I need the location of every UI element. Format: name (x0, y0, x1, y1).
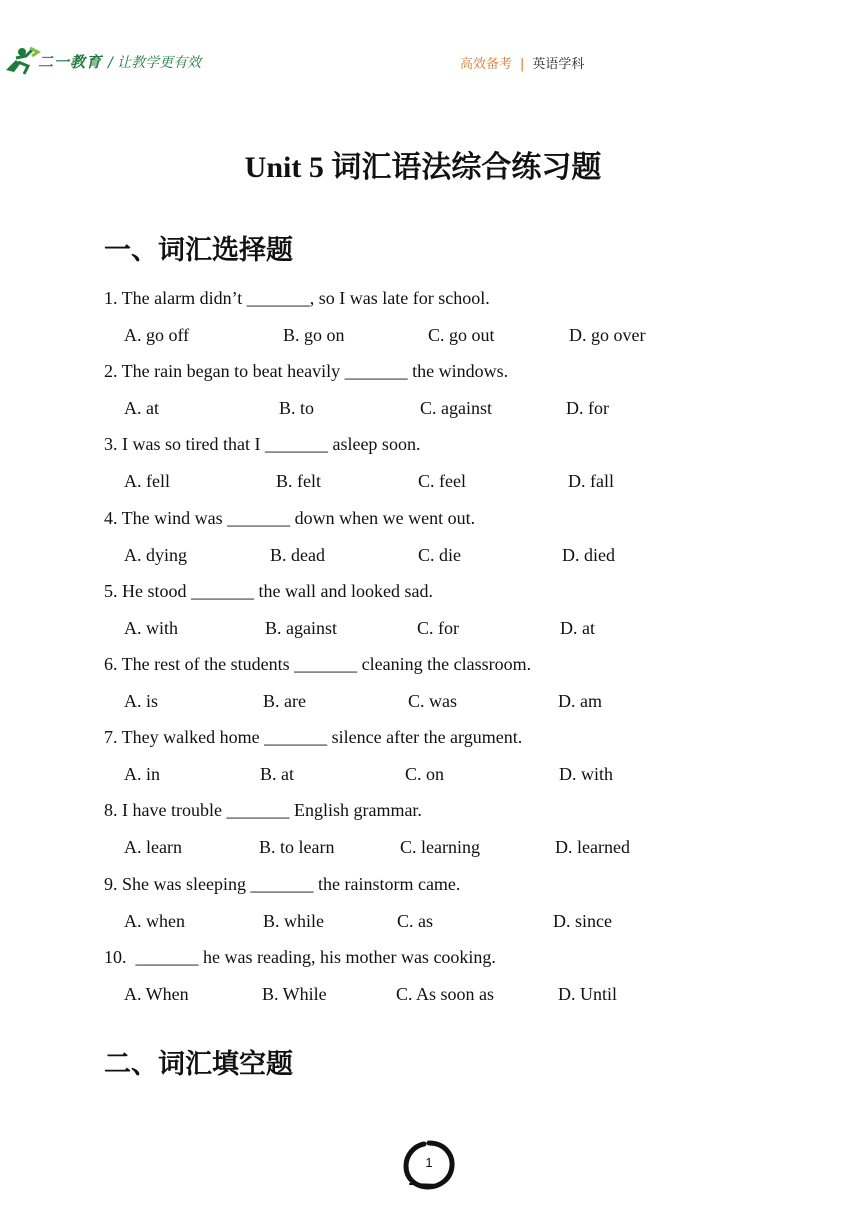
question-option: A. when (124, 910, 185, 931)
question-option: A. is (124, 691, 159, 711)
header-separator: | (520, 57, 525, 72)
question-stem: 7. They walked home _______ silence after the argument. (104, 727, 523, 748)
question-option: D. since (553, 910, 612, 931)
section-heading-fill: 二、词汇填空题 (104, 1049, 293, 1080)
question-option: B. dead (270, 544, 325, 565)
question-option: C. learning (400, 837, 480, 858)
question-option: D. learned (555, 837, 630, 858)
header-right (460, 53, 584, 72)
question-stem: 9. She was sleeping _______ the rainstorm came. (104, 873, 461, 894)
question-option: A. with (124, 617, 178, 638)
question-option: A. at (124, 398, 159, 419)
question-option: B. at (260, 764, 294, 785)
question-option: A. fell (124, 471, 170, 492)
question-option: C. die (418, 544, 461, 565)
question-option: C. against (420, 398, 492, 419)
question-option: A. learn (124, 837, 182, 858)
header-tag-exam: 高效备考 (460, 57, 513, 72)
question-option: B. while (263, 910, 324, 931)
question-option: B. to (279, 398, 315, 419)
question-option: D. with (559, 764, 613, 785)
header-tag-subject: 英语学科 (532, 57, 585, 72)
page-number: 1 (425, 1155, 433, 1170)
question-stem: 4. The wind was _______ down when we went out. (104, 507, 476, 528)
question-option: B. to learn (259, 837, 335, 858)
question-option: D. am (558, 691, 602, 711)
question-option: C. go out (428, 325, 495, 345)
question-stem: 2. The rain began to beat heavily _______ the windows. (104, 361, 509, 382)
question-stem: 1. The alarm didn’t _______, so I was late for school. (104, 288, 490, 308)
question-option: B. against (265, 617, 337, 638)
question-option: D. go over (569, 325, 646, 345)
question-stem: 3. I was so tired that I _______ asleep soon. (104, 434, 421, 455)
header-slogan: / 让教学更有效 (108, 55, 202, 71)
question-option: B. go on (283, 325, 345, 345)
question-option: A. in (124, 764, 160, 785)
question-option: C. for (417, 617, 459, 638)
question-option: B. are (263, 691, 306, 711)
section-heading-choice: 一、词汇选择题 (104, 235, 293, 266)
question-stem: 10. _______ he was reading, his mother was cooking. (104, 946, 496, 967)
logo-text: 二一教育 (38, 53, 103, 71)
page-number-badge (400, 1138, 458, 1192)
question-option: D. fall (568, 471, 614, 492)
question-option: C. feel (418, 471, 466, 492)
question-option: A. go off (124, 325, 190, 345)
question-option: C. as (397, 910, 433, 931)
question-option: C. As soon as (396, 983, 495, 1004)
question-stem: 5. He stood _______ the wall and looked sad. (104, 580, 433, 601)
question-option: A. When (124, 983, 189, 1004)
question-option: D. died (562, 544, 615, 565)
question-option: D. at (560, 617, 595, 638)
question-stem: 8. I have trouble _______ English grammar. (104, 800, 422, 821)
question-option: C. was (408, 691, 457, 711)
question-option: C. on (405, 764, 445, 785)
question-option: A. dying (124, 544, 187, 565)
question-option: B. While (262, 983, 327, 1004)
question-option: D. for (566, 398, 609, 419)
question-stem: 6. The rest of the students _______ cleaning the classroom. (104, 654, 532, 674)
question-option: B. felt (276, 471, 321, 492)
question-option: D. Until (558, 983, 618, 1004)
page-title: Unit 5 词汇语法综合练习题 (244, 151, 602, 184)
